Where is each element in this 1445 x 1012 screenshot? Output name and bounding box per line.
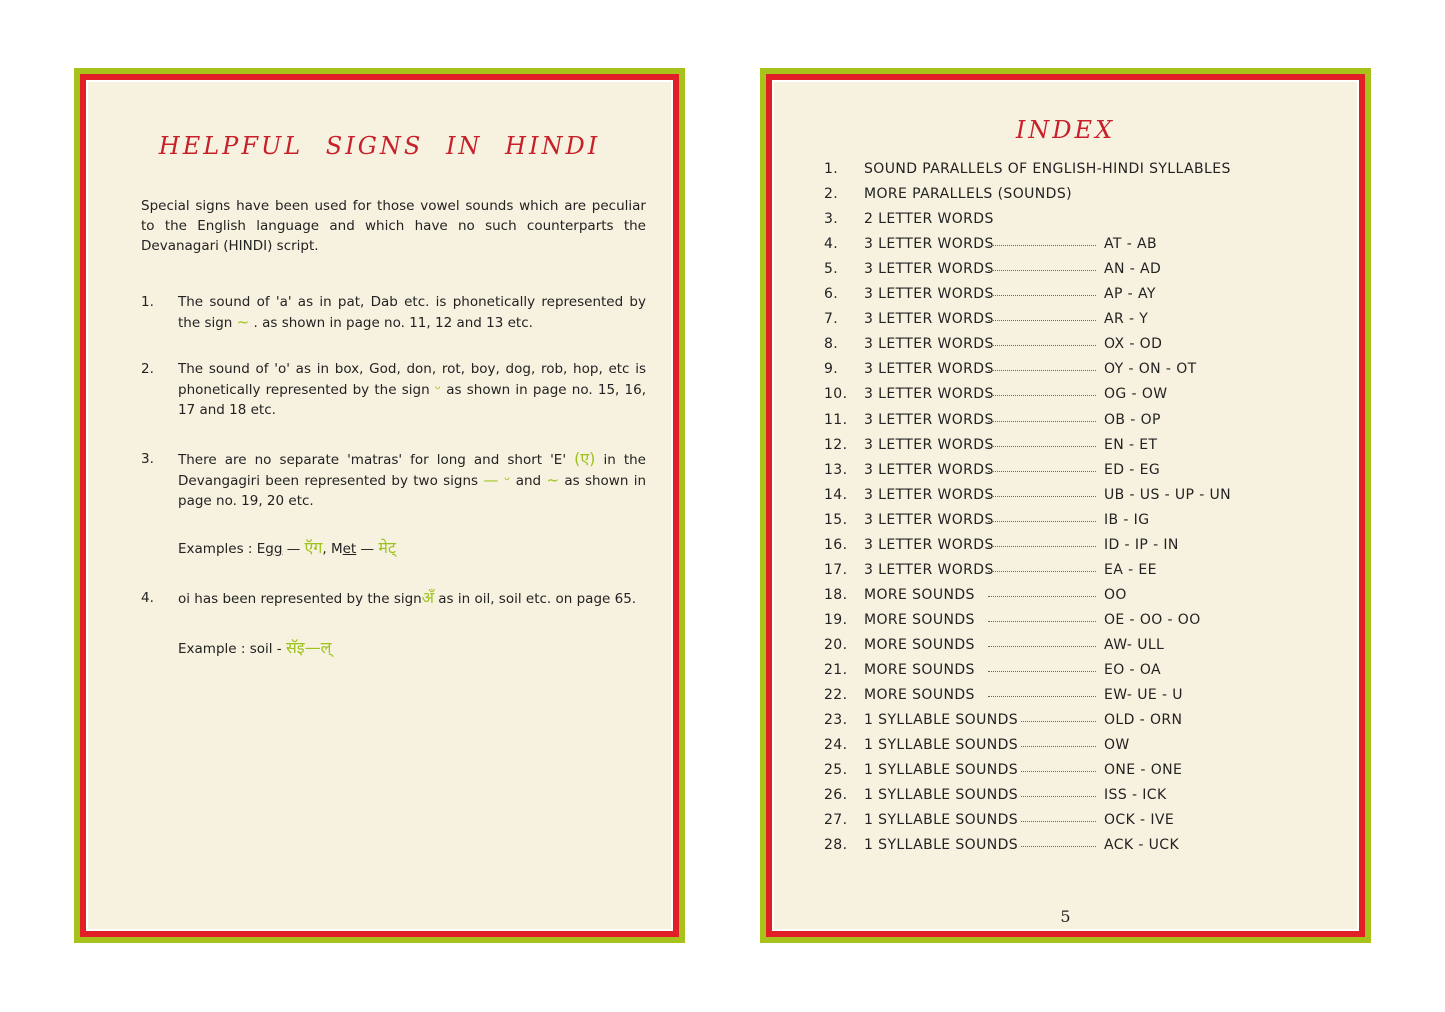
index-row: [824, 361, 1304, 386]
example-word: [331, 541, 356, 557]
item-number: 2.: [141, 361, 154, 377]
index-row-syllables: OB - OP: [1104, 411, 1161, 428]
index-row: [824, 336, 1304, 361]
index-row-number: 13.: [824, 461, 848, 478]
index-row-label: MORE SOUNDS: [864, 636, 975, 653]
example-text: [178, 638, 646, 659]
index-row-syllables: UB - US - UP - UN: [1104, 486, 1232, 503]
index-row-syllables: OY - ON - OT: [1104, 361, 1197, 378]
index-row-number: 18.: [824, 586, 848, 603]
index-row: [824, 236, 1304, 261]
dot-leader: [988, 521, 1096, 522]
index-row: [824, 737, 1304, 762]
index-row-syllables: OO: [1104, 586, 1127, 603]
dot-leader: [988, 671, 1096, 672]
example-dash: —: [360, 541, 375, 557]
index-row: [824, 587, 1304, 612]
index-row-label: 3 LETTER WORDS: [864, 411, 994, 428]
dot-leader: [988, 295, 1096, 296]
dot-leader: [988, 370, 1096, 371]
index-row-label: MORE SOUNDS: [864, 662, 975, 678]
dash-breve-sign-icon: — ᵕ: [483, 471, 511, 489]
index-row-syllables: EW- UE - U: [1104, 687, 1183, 704]
index-row: [824, 762, 1304, 787]
dot-leader: [988, 320, 1096, 321]
item-text-part: oi has been represented by the sign: [178, 591, 422, 607]
index-row-number: 10.: [824, 386, 848, 403]
item-text-part: There are no separate 'matras' for long and short 'E': [178, 452, 567, 468]
item-number: 1.: [141, 294, 154, 310]
tilde-sign-icon: ~: [236, 313, 250, 331]
example-word-part: M: [330, 541, 343, 557]
index-row: [824, 562, 1304, 587]
index-row-label: 3 LETTER WORDS: [864, 561, 994, 578]
index-row-number: 14.: [824, 486, 848, 503]
index-row-syllables: OE - OO - OO: [1104, 611, 1201, 628]
dot-leader: [1021, 746, 1096, 747]
index-row-syllables: ID - IP - IN: [1104, 536, 1179, 553]
dot-leader: [1021, 796, 1096, 797]
dot-leader: [988, 345, 1096, 346]
index-row: [824, 812, 1304, 837]
left-page-white-border: [86, 80, 673, 931]
dot-leader: [1021, 721, 1096, 722]
index-row: [824, 412, 1304, 437]
index-row-label: 1 SYLLABLE SOUNDS: [864, 762, 1019, 779]
example-word-part: E: [256, 541, 266, 557]
right-page-white-border: [772, 80, 1359, 931]
index-row-label: 2 LETTER WORDS: [864, 211, 994, 228]
index-row-number: 17.: [824, 561, 848, 578]
dot-leader: [1021, 821, 1096, 822]
index-row-syllables: ED - EG: [1104, 461, 1161, 478]
index-row-syllables: ISS - ICK: [1104, 787, 1167, 804]
hindi-example-word: सॅइ—ल्: [285, 638, 332, 657]
index-row: [824, 612, 1304, 637]
index-row-number: 24.: [824, 737, 848, 754]
list-item: [141, 292, 646, 333]
example-word-underline: et: [342, 541, 357, 557]
right-page: [760, 68, 1371, 943]
item-text-part: and: [515, 473, 542, 489]
index-row-label: 1 SYLLABLE SOUNDS: [864, 737, 1019, 754]
hindi-e-glyph: (ए): [574, 449, 596, 468]
index-row-number: 2.: [824, 186, 839, 203]
dot-leader: [1021, 771, 1096, 772]
index-row-label: MORE SOUNDS: [864, 586, 975, 603]
index-row-syllables: OLD - ORN: [1104, 712, 1183, 729]
example-line: [141, 538, 646, 559]
index-row-label: 3 LETTER WORDS: [864, 261, 994, 278]
index-row-label: MORE PARALLELS (SOUNDS): [864, 186, 1072, 203]
example-line: [141, 638, 646, 659]
index-row: [824, 537, 1304, 562]
index-row-syllables: AR - Y: [1104, 311, 1149, 328]
item-text: [178, 359, 646, 420]
index-row-number: 12.: [824, 436, 848, 453]
index-row-number: 21.: [824, 662, 848, 678]
index-row-number: 4.: [824, 236, 839, 253]
item-text: [178, 588, 646, 609]
left-page-red-border: [80, 74, 679, 937]
dot-leader: [988, 446, 1096, 447]
example-word: [257, 541, 283, 557]
index-row-label: MORE SOUNDS: [864, 687, 975, 704]
index-row: [824, 311, 1304, 336]
dot-leader: [988, 696, 1096, 697]
index-row-number: 28.: [824, 837, 848, 854]
hindi-oi-sign-icon: अँ: [421, 588, 434, 607]
index-row: [824, 787, 1304, 812]
index-row-syllables: OX - OD: [1104, 336, 1163, 353]
breve-sign-icon: ᵕ: [434, 380, 442, 398]
index-row-label: 3 LETTER WORDS: [864, 486, 994, 503]
index-row-number: 26.: [824, 787, 848, 804]
index-row: [824, 687, 1304, 712]
index-row-number: 8.: [824, 336, 839, 353]
index-row: [824, 637, 1304, 662]
dot-leader: [988, 395, 1096, 396]
item-text-part: The sound of 'a' as in pat, Dab etc. is phonetically represented by the sign: [178, 294, 646, 331]
index-row-number: 25.: [824, 762, 848, 779]
item-text-part: in the Devangagiri been represented by two signs: [178, 452, 646, 489]
dot-leader: [988, 496, 1096, 497]
index-row-syllables: IB - IG: [1104, 511, 1150, 528]
index-row-number: 22.: [824, 687, 848, 704]
index-row-label: 3 LETTER WORDS: [864, 236, 994, 253]
index-row-syllables: EA - EE: [1104, 561, 1157, 578]
index-row-label: 3 LETTER WORDS: [864, 461, 994, 478]
page-number: 5: [1060, 907, 1071, 926]
index-row-label: MORE SOUNDS: [864, 611, 975, 628]
example-comma: ,: [322, 541, 327, 557]
left-page: [74, 68, 685, 943]
example-label: Example : soil -: [178, 641, 282, 657]
index-row-label: 1 SYLLABLE SOUNDS: [864, 812, 1019, 829]
index-row-label: 3 LETTER WORDS: [864, 361, 994, 378]
index-row: [824, 211, 1304, 236]
dot-leader: [988, 596, 1096, 597]
hindi-example-word: ऍग: [304, 538, 323, 557]
index-row-syllables: AT - AB: [1104, 236, 1157, 253]
dot-leader: [988, 646, 1096, 647]
example-dash: —: [286, 541, 301, 557]
index-row-syllables: ONE - ONE: [1104, 762, 1183, 779]
index-row-number: 5.: [824, 261, 839, 278]
example-word-underline: gg: [265, 541, 283, 557]
dot-leader: [988, 571, 1096, 572]
item-number: 4.: [141, 590, 154, 606]
right-page-red-border: [766, 74, 1365, 937]
index-row: [824, 837, 1304, 862]
index-row-label: 1 SYLLABLE SOUNDS: [864, 837, 1019, 854]
tilde-sign-icon: ~: [546, 471, 560, 489]
index-row-label: 1 SYLLABLE SOUNDS: [864, 712, 1019, 729]
index-row-number: 11.: [824, 411, 848, 428]
index-row-label: 3 LETTER WORDS: [864, 286, 994, 303]
index-row-syllables: AP - AY: [1104, 286, 1156, 303]
dot-leader: [988, 421, 1096, 422]
index-row-syllables: EN - ET: [1104, 436, 1158, 453]
index-row-number: 20.: [824, 636, 848, 653]
index-row-syllables: EO - OA: [1104, 662, 1161, 678]
item-text: [178, 449, 646, 511]
item-number: 3.: [141, 451, 154, 467]
item-text-part: as shown in page no. 15, 16, 17 and 18 etc.: [178, 382, 646, 418]
dot-leader: [988, 270, 1096, 271]
hindi-example-word: मेट्: [378, 538, 396, 557]
item-text-part: as shown in page no. 19, 20 etc.: [178, 473, 646, 509]
index-row-syllables: OCK - IVE: [1104, 812, 1175, 829]
dot-leader: [988, 471, 1096, 472]
left-page-title: HELPFUL SIGNS IN HINDI: [158, 132, 601, 160]
index-row: [824, 512, 1304, 537]
index-row-number: 9.: [824, 361, 839, 378]
index-row-label: 3 LETTER WORDS: [864, 511, 994, 528]
index-row-number: 16.: [824, 536, 848, 553]
index-row-number: 1.: [824, 161, 839, 177]
index-row-label: 3 LETTER WORDS: [864, 436, 994, 453]
index-title: INDEX: [1015, 116, 1116, 144]
index-row-number: 3.: [824, 211, 839, 228]
index-row: [824, 261, 1304, 286]
list-item: [141, 449, 646, 511]
item-text: [178, 292, 646, 333]
item-text-part: The sound of 'o' as in box, God, don, rot, boy, dog, rob, hop, etc is phonetically represented by the sign: [178, 361, 646, 398]
index-row: [824, 487, 1304, 512]
index-row-syllables: ACK - UCK: [1104, 837, 1180, 854]
list-item: [141, 588, 646, 609]
index-row: [824, 712, 1304, 737]
intro-paragraph: Special signs have been used for those vowel sounds which are peculiar to the English language and which have no such counterparts the Devanagari (HINDI) script.: [141, 198, 646, 254]
index-row-label: 3 LETTER WORDS: [864, 311, 994, 328]
left-page-content: [88, 82, 671, 929]
index-row: [824, 662, 1304, 687]
index-row-label: 1 SYLLABLE SOUNDS: [864, 787, 1019, 804]
example-text: [178, 538, 646, 559]
index-row-syllables: OW: [1104, 737, 1130, 754]
index-row-label: SOUND PARALLELS OF ENGLISH-HINDI SYLLABLES: [864, 161, 1231, 177]
index-row-syllables: AW- ULL: [1104, 636, 1165, 653]
index-row-number: 23.: [824, 712, 848, 729]
index-row: [824, 386, 1304, 411]
index-row-label: 3 LETTER WORDS: [864, 536, 994, 553]
index-row-number: 7.: [824, 311, 839, 328]
index-row-number: 27.: [824, 812, 848, 829]
example-label: Examples :: [178, 541, 253, 557]
list-item: [141, 359, 646, 420]
index-row-number: 15.: [824, 511, 848, 528]
index-row: [824, 437, 1304, 462]
index-row-syllables: OG - OW: [1104, 386, 1168, 403]
index-row-number: 19.: [824, 611, 848, 628]
dot-leader: [988, 621, 1096, 622]
index-row: [824, 186, 1304, 211]
item-text-part: as in oil, soil etc. on page 65.: [438, 591, 637, 607]
index-row: [824, 161, 1304, 186]
index-row-label: 3 LETTER WORDS: [864, 386, 994, 403]
dot-leader: [1021, 846, 1096, 847]
dot-leader: [988, 245, 1096, 246]
item-text-part: . as shown in page no. 11, 12 and 13 etc.: [253, 315, 533, 331]
index-row: [824, 286, 1304, 311]
index-row-label: 3 LETTER WORDS: [864, 336, 994, 353]
dot-leader: [988, 546, 1096, 547]
right-page-content: [774, 82, 1357, 929]
index-row-number: 6.: [824, 286, 839, 303]
index-row: [824, 462, 1304, 487]
index-row-syllables: AN - AD: [1104, 261, 1162, 278]
